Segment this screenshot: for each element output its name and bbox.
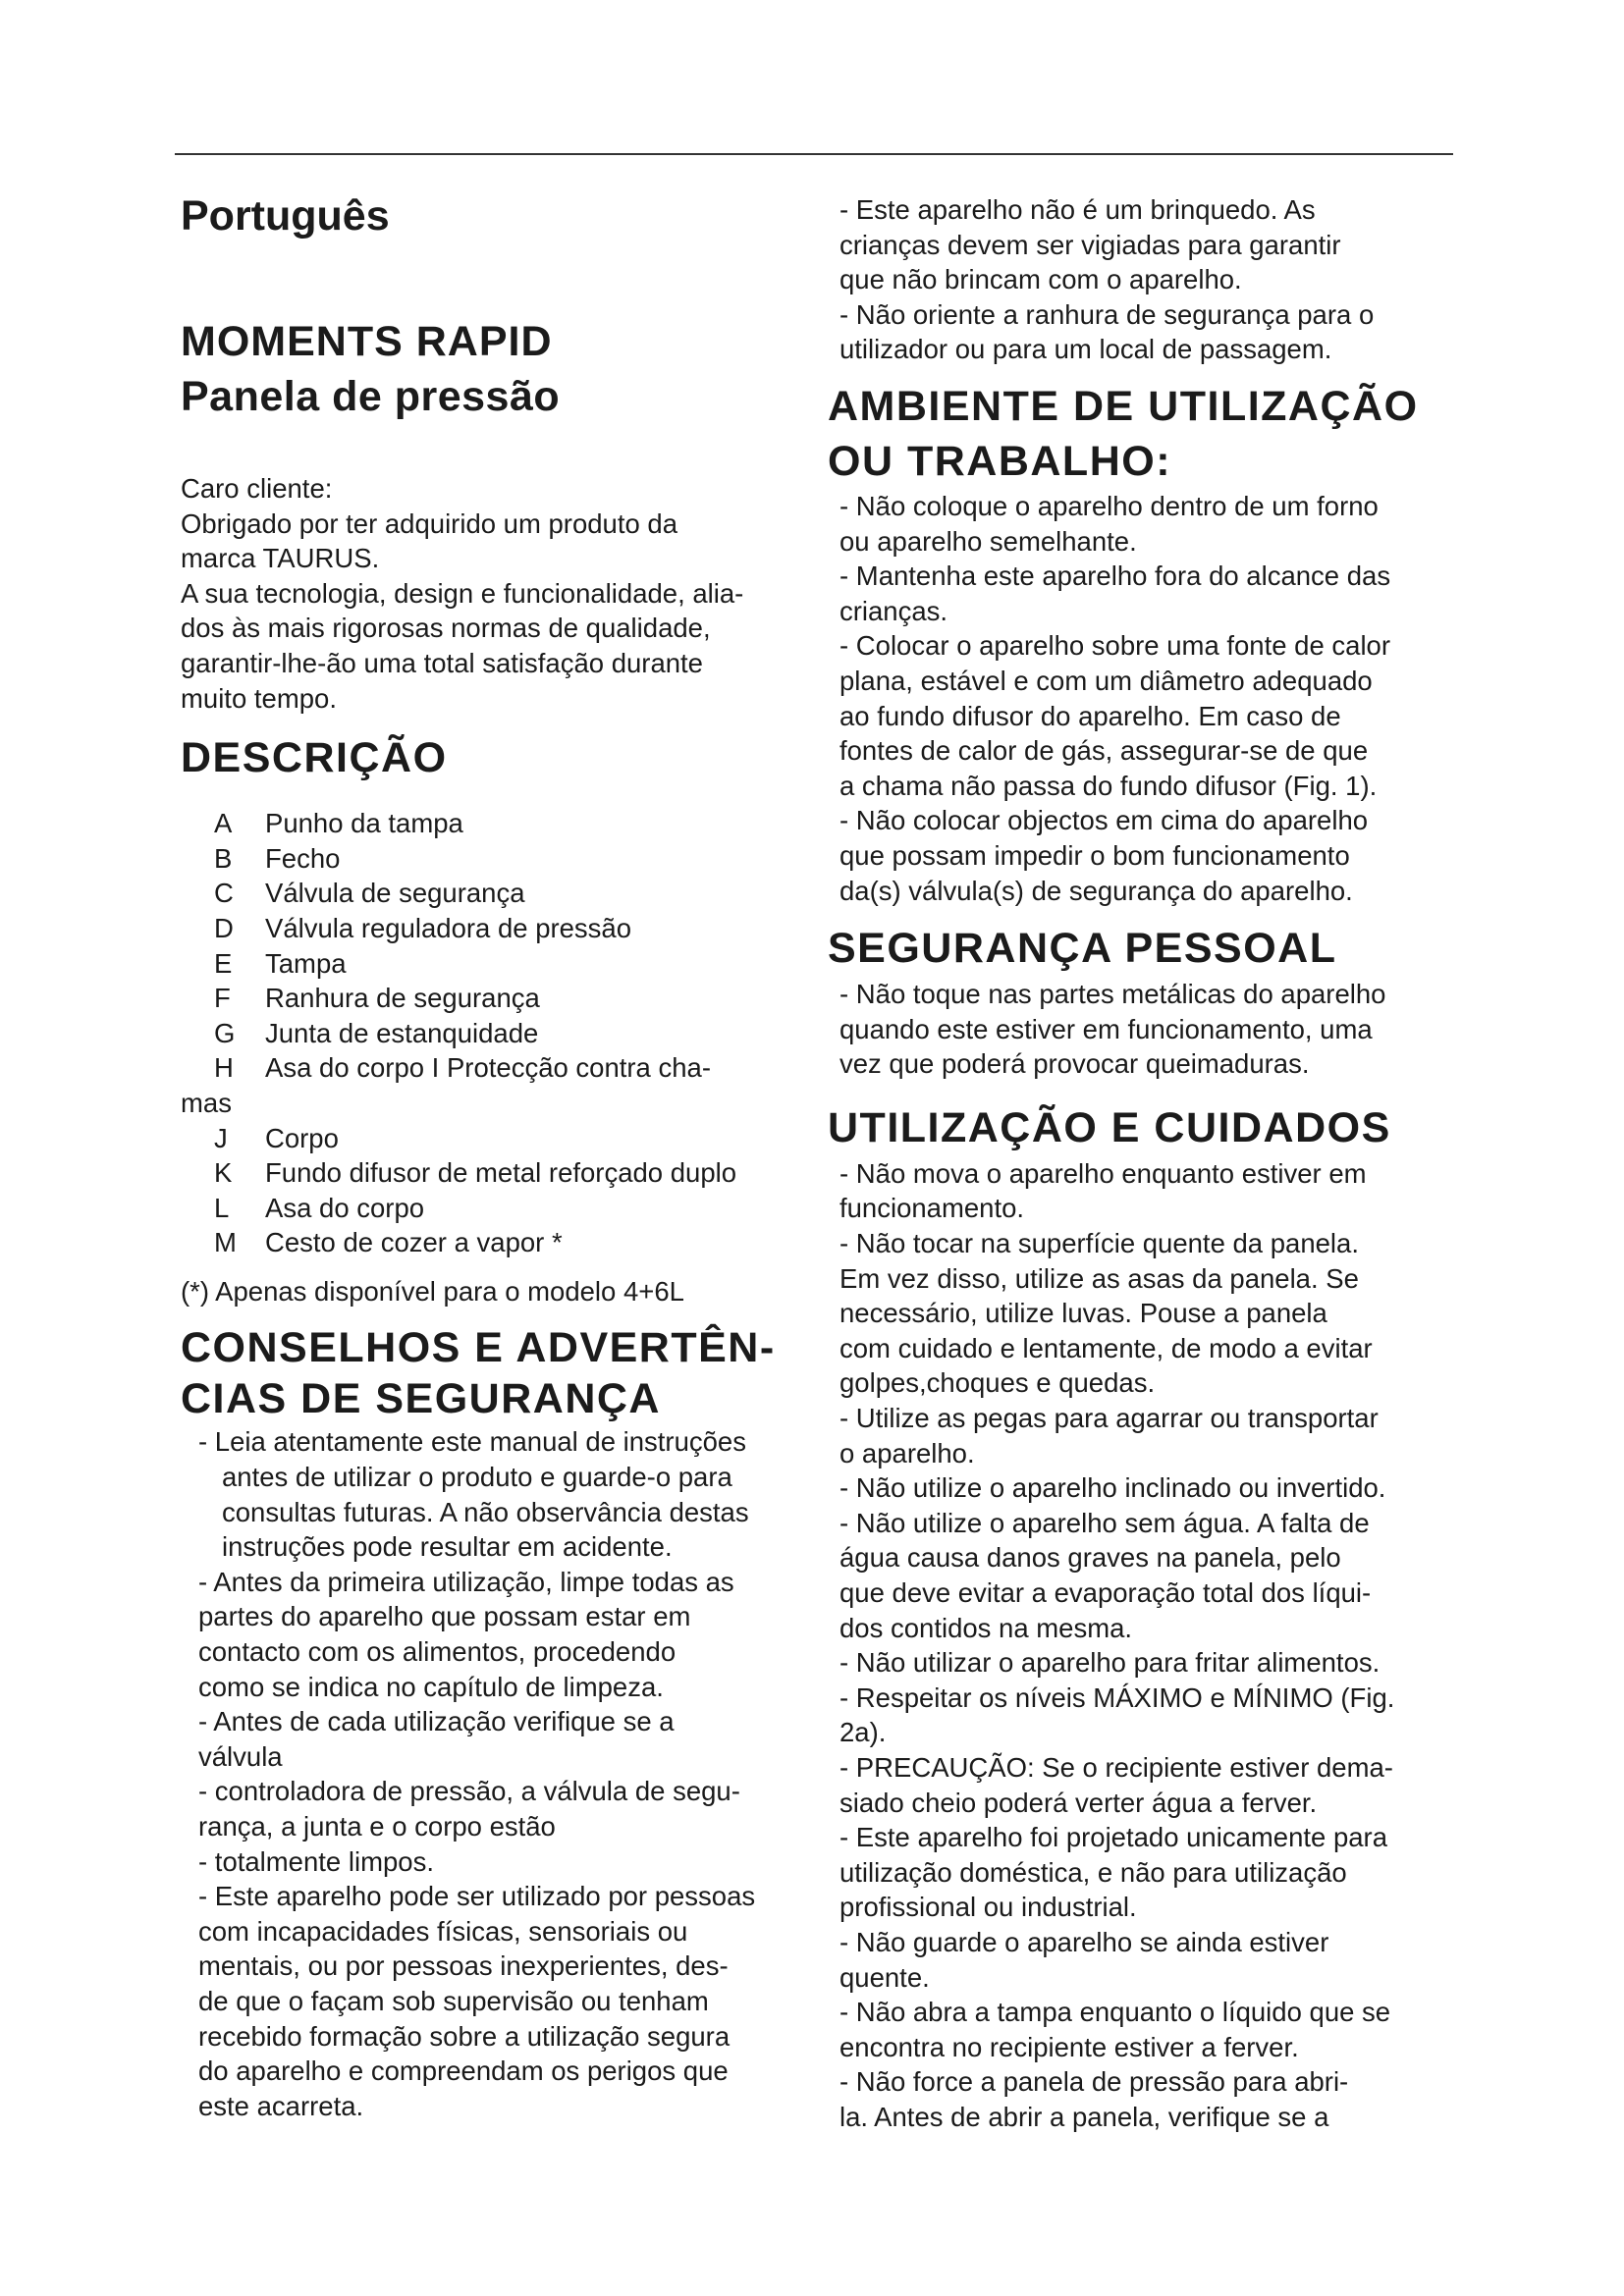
item-label: Asa do corpo — [265, 1192, 425, 1223]
list-item-wrap: mas — [181, 1087, 232, 1118]
safety-line: - Leia atentamente este manual de instruções — [198, 1426, 746, 1458]
intro-line: A sua tecnologia, design e funcionalidade, alia- — [181, 577, 744, 609]
text-line: - Não tocar na superfície quente da panela. — [839, 1228, 1359, 1259]
list-item — [181, 1121, 809, 1156]
safety-line: - Este aparelho pode ser utilizado por pessoas — [198, 1881, 756, 1912]
item-key: H — [214, 1052, 234, 1084]
text-line: utilizador ou para um local de passagem. — [839, 334, 1332, 365]
text-line: com cuidado e lentamente, de modo a evitar — [839, 1332, 1373, 1363]
intro-line: Caro cliente: — [181, 473, 333, 504]
safety-line: consultas futuras. A não observância destas — [222, 1496, 749, 1527]
text-line: - Não guarde o aparelho se ainda estiver — [839, 1926, 1329, 1957]
text-line: funcionamento. — [839, 1193, 1025, 1224]
text-line: - Colocar o aparelho sobre uma fonte de calor — [839, 630, 1391, 662]
item-label: Cesto de cozer a vapor * — [265, 1227, 563, 1258]
intro-text — [181, 471, 809, 716]
item-key: A — [214, 808, 233, 839]
text-line: crianças devem ser vigiadas para garantir — [839, 229, 1341, 260]
item-key: D — [214, 912, 234, 943]
item-key: M — [214, 1227, 237, 1258]
safety-line: antes de utilizar o produto e guarde-o para — [222, 1462, 732, 1493]
description-footnote: (*) Apenas disponível para o modelo 4+6L — [181, 1275, 684, 1307]
item-label: Válvula reguladora de pressão — [265, 912, 632, 943]
safety-line: com incapacidades físicas, sensoriais ou — [198, 1915, 688, 1947]
description-list — [181, 806, 809, 1260]
text-line: - Não mova o aparelho enquanto estiver em — [839, 1157, 1367, 1189]
item-key: F — [214, 983, 231, 1014]
text-line: ou aparelho semelhante. — [839, 525, 1137, 557]
safety-line: recebido formação sobre a utilização segura — [198, 2020, 731, 2052]
text-line: - Não utilize o aparelho sem água. A falta de — [839, 1507, 1370, 1538]
item-label: Asa do corpo I Protecção contra cha- — [265, 1052, 711, 1084]
safety-line: - Antes da primeira utilização, limpe todas as — [198, 1566, 734, 1597]
item-key: L — [214, 1192, 230, 1223]
item-key: K — [214, 1157, 233, 1189]
text-line: que não brincam com o aparelho. — [839, 264, 1242, 295]
list-item — [181, 981, 809, 1016]
safety-text — [181, 1424, 809, 2123]
text-line: golpes,choques e quedas. — [839, 1367, 1156, 1399]
safety-line: válvula — [198, 1740, 283, 1772]
text-line: - Este aparelho não é um brinquedo. As — [839, 194, 1316, 225]
list-item — [181, 1155, 809, 1191]
text-line: dos contidos na mesma. — [839, 1612, 1133, 1643]
text-line: - Respeitar os níveis MÁXIMO e MÍNIMO (Fig. — [839, 1682, 1395, 1713]
description-heading: DESCRIÇÃO — [181, 734, 448, 782]
intro-line: muito tempo. — [181, 682, 337, 714]
safety-line: - controladora de pressão, a válvula de segu- — [198, 1776, 740, 1807]
safety-line: mentais, ou por pessoas inexperientes, des- — [198, 1950, 729, 1982]
text-line: la. Antes de abrir a panela, verifique se a — [839, 2101, 1329, 2132]
usage-text — [839, 1156, 1468, 2135]
text-line: plana, estável e com um diâmetro adequado — [839, 665, 1373, 696]
environment-text — [839, 489, 1468, 908]
environment-heading-line: AMBIENTE DE UTILIZAÇÃO — [828, 382, 1419, 430]
item-key: E — [214, 947, 233, 979]
item-key: B — [214, 842, 233, 874]
text-line: - Este aparelho foi projetado unicamente para — [839, 1822, 1387, 1853]
safety-line: como se indica no capítulo de limpeza. — [198, 1671, 664, 1702]
product-name: MOMENTS RAPID — [181, 318, 553, 365]
right-top-text — [839, 192, 1468, 367]
item-label: Tampa — [265, 947, 347, 979]
list-item — [181, 911, 809, 946]
safety-line: contacto com os alimentos, procedendo — [198, 1636, 677, 1668]
language-heading: Português — [181, 192, 390, 240]
safety-line: instruções pode resultar em acidente. — [222, 1531, 673, 1563]
text-line: fontes de calor de gás, assegurar-se de que — [839, 735, 1369, 767]
text-line: - Mantenha este aparelho fora do alcance das — [839, 561, 1391, 592]
safety-line: - Antes de cada utilização verifique se a — [198, 1706, 675, 1737]
right-column — [828, 192, 1468, 2135]
intro-line: Obrigado por ter adquirido um produto da — [181, 507, 678, 539]
list-item — [181, 1050, 809, 1086]
text-line: quando este estiver em funcionamento, uma — [839, 1013, 1373, 1044]
text-line: que possam impedir o bom funcionamento — [839, 839, 1350, 871]
list-item — [181, 806, 809, 841]
text-line: que deve evitar a evaporação total dos líqui- — [839, 1577, 1372, 1608]
list-item — [181, 841, 809, 877]
item-label: Fundo difusor de metal reforçado duplo — [265, 1157, 737, 1189]
text-line: encontra no recipiente estiver a ferver. — [839, 2031, 1299, 2062]
safety-line: partes do aparelho que possam estar em — [198, 1601, 691, 1632]
text-line: profissional ou industrial. — [839, 1892, 1137, 1923]
safety-heading-line: CIAS DE SEGURANÇA — [181, 1375, 661, 1423]
intro-line: garantir-lhe-ão uma total satisfação durante — [181, 647, 703, 678]
item-label: Junta de estanquidade — [265, 1017, 539, 1048]
item-label: Corpo — [265, 1122, 339, 1153]
product-type: Panela de pressão — [181, 373, 561, 420]
safety-line: este acarreta. — [198, 2090, 364, 2121]
text-line: da(s) válvula(s) de segurança do aparelho. — [839, 875, 1353, 906]
item-label: Ranhura de segurança — [265, 983, 540, 1014]
list-item — [181, 1225, 809, 1260]
text-line: 2a). — [839, 1717, 887, 1748]
safety-heading-line: CONSELHOS E ADVERTÊN- — [181, 1324, 776, 1372]
item-key: J — [214, 1122, 228, 1153]
text-line: - Não abra a tampa enquanto o líquido que se — [839, 1997, 1391, 2028]
left-column — [181, 187, 809, 2123]
usage-heading: UTILIZAÇÃO E CUIDADOS — [828, 1103, 1391, 1151]
personal-safety-text — [839, 977, 1468, 1082]
text-line: - Não colocar objectos em cima do aparelho — [839, 805, 1369, 836]
item-key: G — [214, 1017, 236, 1048]
text-line: Em vez disso, utilize as asas da panela. Se — [839, 1262, 1359, 1294]
item-label: Fecho — [265, 842, 341, 874]
text-line: - Não utilize o aparelho inclinado ou invertido. — [839, 1472, 1386, 1504]
text-line: ao fundo difusor do aparelho. Em caso de — [839, 700, 1341, 731]
text-line: utilização doméstica, e não para utilização — [839, 1856, 1347, 1888]
text-line: água causa danos graves na panela, pelo — [839, 1542, 1341, 1574]
list-item — [181, 876, 809, 911]
list-item — [181, 946, 809, 982]
environment-heading-line: OU TRABALHO: — [828, 437, 1172, 485]
safety-line: rança, a junta e o corpo estão — [198, 1811, 556, 1842]
text-line: - Não oriente a ranhura de segurança para o — [839, 298, 1375, 330]
safety-line: - totalmente limpos. — [198, 1845, 434, 1877]
text-line: o aparelho. — [839, 1437, 975, 1468]
item-label: Punho da tampa — [265, 808, 463, 839]
personal-safety-heading: SEGURANÇA PESSOAL — [828, 925, 1337, 973]
safety-heading — [181, 1322, 809, 1424]
item-key: C — [214, 878, 234, 909]
text-line: a chama não passa do fundo difusor (Fig. 1). — [839, 770, 1378, 801]
text-line: - Utilize as pegas para agarrar ou transportar — [839, 1403, 1379, 1434]
text-line: - Não coloque o aparelho dentro de um forno — [839, 490, 1379, 521]
list-item — [181, 1191, 809, 1226]
header-rule — [175, 153, 1453, 155]
text-line: - Não utilizar o aparelho para fritar alimentos. — [839, 1647, 1380, 1679]
list-item — [181, 1016, 809, 1051]
text-line: crianças. — [839, 595, 948, 626]
item-label: Válvula de segurança — [265, 878, 525, 909]
text-line: quente. — [839, 1961, 930, 1993]
safety-line: do aparelho e compreendam os perigos que — [198, 2056, 729, 2087]
text-line: - Não toque nas partes metálicas do aparelho — [839, 979, 1386, 1010]
text-line: siado cheio poderá verter água a ferver. — [839, 1787, 1318, 1818]
text-line: necessário, utilize luvas. Pouse a panela — [839, 1298, 1327, 1329]
text-line: - Não force a panela de pressão para abri- — [839, 2066, 1349, 2098]
text-line: - PRECAUÇÃO: Se o recipiente estiver dema- — [839, 1751, 1393, 1783]
safety-line: de que o façam sob supervisão ou tenham — [198, 1985, 709, 2016]
text-line: vez que poderá provocar queimaduras. — [839, 1048, 1310, 1080]
intro-line: dos às mais rigorosas normas de qualidade, — [181, 613, 711, 644]
intro-line: marca TAURUS. — [181, 543, 380, 574]
environment-heading — [828, 379, 1468, 489]
